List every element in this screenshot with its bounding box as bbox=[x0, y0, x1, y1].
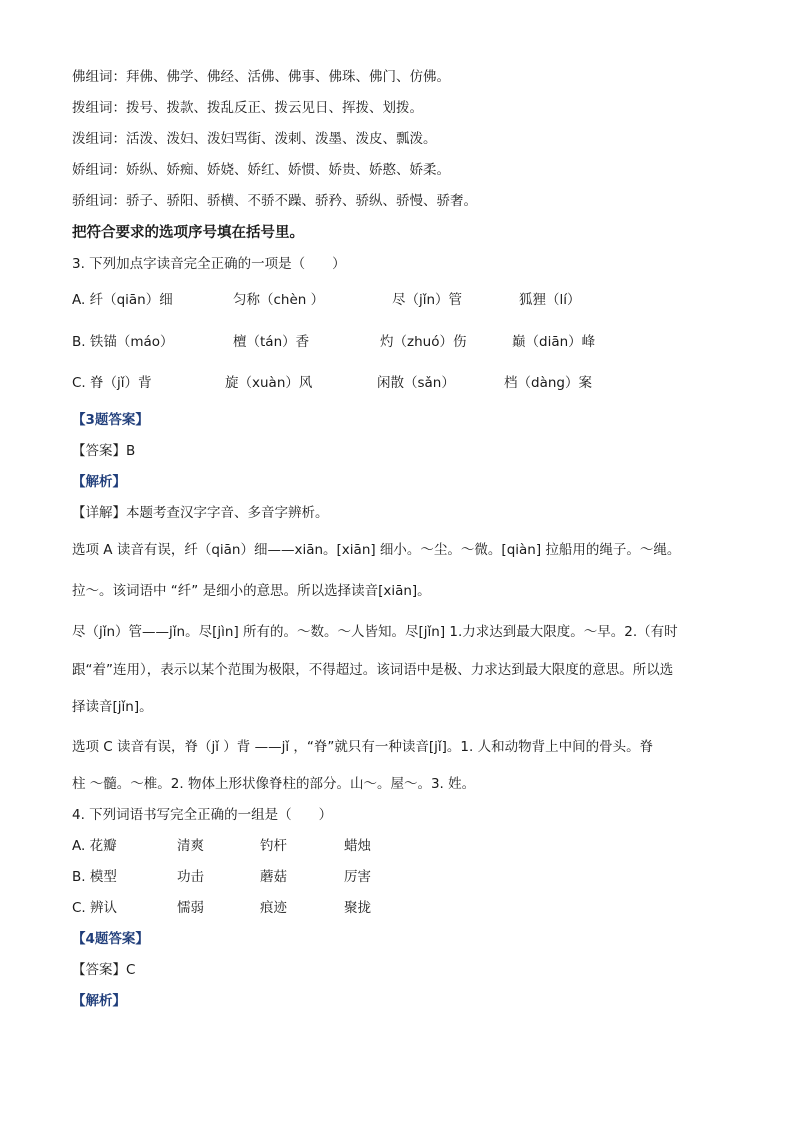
option-item: B. 铁锚（máo） bbox=[72, 334, 174, 350]
option-item: A. 花瓣 bbox=[72, 838, 117, 854]
option-item: 巅（diān）峰 bbox=[512, 334, 596, 350]
option-item: 闲散（sǎn） bbox=[377, 375, 455, 391]
explanation-line: 拉～。该词语中 “纤” 是细小的意思。所以选择读音[xiān]。 bbox=[72, 583, 431, 599]
option-item: A. 纤（qiān）细 bbox=[72, 292, 173, 308]
option-item: 懦弱 bbox=[177, 900, 204, 916]
question-4-answer: 【答案】C bbox=[72, 962, 136, 978]
option-item: 檀（tán）香 bbox=[233, 334, 310, 350]
option-item: 狐狸（lí） bbox=[519, 292, 581, 308]
section-heading: 把符合要求的选项序号填在括号里。 bbox=[72, 225, 304, 241]
word-group-line: 泼组词：活泼、泼妇、泼妇骂街、泼刺、泼墨、泼皮、瓢泼。 bbox=[72, 131, 437, 147]
option-item: C. 辨认 bbox=[72, 900, 118, 916]
explanation-line: 跟“着”连用），表示以某个范围为极限，不得超过。该词语中是极、力求达到最大限度的意思。所以选 bbox=[72, 662, 674, 678]
option-item: 厉害 bbox=[344, 869, 371, 885]
question-4-text: 4. 下列词语书写完全正确的一组是（ ） bbox=[72, 807, 333, 823]
option-item: 功击 bbox=[177, 869, 204, 885]
explanation-line: 选项 A 读音有误，纤（qiān）细——xiān。[xiān] 细小。～尘。～微。[qiàn] 拉船用的绳子。～绳。 bbox=[72, 542, 681, 558]
option-item: 匀称（chèn ） bbox=[233, 292, 325, 308]
option-item: B. 模型 bbox=[72, 869, 117, 885]
option-item: 灼（zhuó）伤 bbox=[380, 334, 467, 350]
option-item: 尽（jǐn）管 bbox=[392, 292, 463, 308]
option-item: 聚拢 bbox=[344, 900, 371, 916]
option-item: 档（dàng）案 bbox=[504, 375, 592, 391]
explanation-line: 选项 C 读音有误，脊（jǐ ）背 ——jǐ ，“脊”就只有一种读音[jǐ]。1. 人和动物背上中间的骨头。脊 bbox=[72, 739, 654, 755]
word-group-line: 骄组词：骄子、骄阳、骄横、不骄不躁、骄矜、骄纵、骄慢、骄奢。 bbox=[72, 193, 477, 209]
word-group-line: 佛组词：拜佛、佛学、佛经、活佛、佛事、佛珠、佛门、仿佛。 bbox=[72, 69, 450, 85]
word-group-line: 拨组词：拨号、拨款、拨乱反正、拨云见日、挥拨、划拨。 bbox=[72, 100, 423, 116]
option-item: 清爽 bbox=[177, 838, 204, 854]
question-4-analysis-tag: 【解析】 bbox=[72, 993, 126, 1009]
question-3-text: 3. 下列加点字读音完全正确的一项是（ ） bbox=[72, 256, 346, 272]
option-item: 痕迹 bbox=[260, 900, 287, 916]
question-3-answer-tag: 【3题答案】 bbox=[72, 412, 149, 428]
question-3-detail: 【详解】本题考查汉字字音、多音字辨析。 bbox=[72, 505, 329, 521]
option-item: 钓杆 bbox=[260, 838, 287, 854]
option-item: 旋（xuàn）风 bbox=[225, 375, 313, 391]
option-item: C. 脊（jǐ）背 bbox=[72, 375, 152, 391]
option-item: 蜡烛 bbox=[344, 838, 371, 854]
question-3-analysis-tag: 【解析】 bbox=[72, 474, 126, 490]
option-item: 蘑菇 bbox=[260, 869, 287, 885]
question-4-answer-tag: 【4题答案】 bbox=[72, 931, 149, 947]
word-group-line: 娇组词：娇纵、娇痴、娇娆、娇红、娇惯、娇贵、娇憨、娇柔。 bbox=[72, 162, 450, 178]
explanation-line: 柱 ～髓。～椎。2. 物体上形状像脊柱的部分。山～。屋～。3. 姓。 bbox=[72, 776, 476, 792]
question-3-answer: 【答案】B bbox=[72, 443, 136, 459]
explanation-line: 尽（jǐn）管——jǐn。尽[jìn] 所有的。～数。～人皆知。尽[jǐn] 1.力求达到最大限度。～早。2.（有时 bbox=[72, 624, 678, 640]
explanation-line: 择读音[jǐn]。 bbox=[72, 699, 153, 715]
